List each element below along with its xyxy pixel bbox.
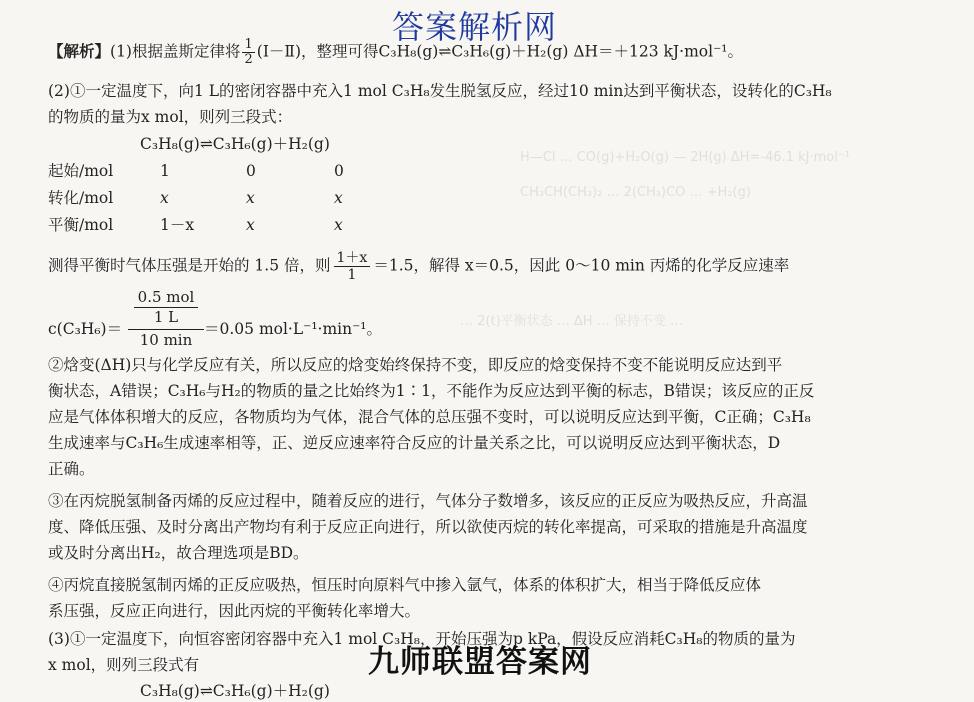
para-2b-line: 应是气体体积增大的反应，各物质均为气体，混合气体的总压强不变时，可以说明反应达到平衡，C正确；C₃H₈ <box>48 408 811 426</box>
analysis-label: 【解析】 <box>48 41 111 61</box>
background-bleed-text: H—Cl … CO(g)+H₂O(g) — 2H(g) ΔH=-46.1 kJ·mol⁻¹ <box>520 150 850 165</box>
row-label-initial: 起始/mol <box>48 162 114 180</box>
para-2d-line: 系压强，反应正向进行，因此丙烷的平衡转化率增大。 <box>48 602 421 620</box>
cell: x <box>334 216 343 234</box>
cell: x <box>160 189 169 207</box>
cell: 0 <box>246 162 256 180</box>
cell: x <box>334 189 343 207</box>
background-bleed-text: CH₃CH(CH₃)₂ … 2(CH₃)CO … +H₂(g) <box>520 185 751 200</box>
pressure-fraction <box>334 250 371 283</box>
pressure-suffix: ＝1.5，解得 x＝0.5，因此 0～10 min 丙烯的化学反应速率 <box>373 256 790 275</box>
rate-suffix: ＝0.05 mol·L⁻¹·min⁻¹。 <box>204 320 383 338</box>
rate-inner-numerator: 0.5 mol <box>137 288 195 306</box>
rate-main-bar <box>128 329 204 330</box>
fraction-half <box>242 38 254 67</box>
background-bleed-text: … 2(t)平衡状态 … ΔH … 保持不变 … <box>460 314 683 329</box>
part1-line <box>48 38 743 67</box>
fraction-denominator: 1 <box>347 267 357 283</box>
cell: x <box>246 189 255 207</box>
row-label-equilibrium: 平衡/mol <box>48 216 114 234</box>
watermark-bottom: 九师联盟答案网 <box>368 644 592 680</box>
para-2b-line: 生成速率与C₃H₆生成速率相等，正、逆反应速率符合反应的计量关系之比，可以说明反应达到平衡状态，D <box>48 434 781 452</box>
para-2b-line: ②焓变(ΔH)只与化学反应有关，所以反应的焓变始终保持不变，即反应的焓变保持不变不能说明反应达到平 <box>48 356 783 374</box>
cell: 0 <box>334 162 344 180</box>
rate-prefix: c(C₃H₆)＝ <box>48 320 123 338</box>
cell: x <box>246 216 255 234</box>
para-2b-line: 正确。 <box>48 460 95 478</box>
part3-line1: (3)①一定温度下，向恒容密闭容器中充入1 mol C₃H₈，开始压强为p kPa，假设反应消耗C₃H₈的物质的量为 <box>48 630 796 648</box>
pressure-line <box>48 250 789 283</box>
cell: 1－x <box>160 216 195 234</box>
part3-line2: x mol，则列三段式有 <box>48 656 200 674</box>
fraction-numerator: 1 <box>244 37 253 52</box>
para-2c-line: 或及时分离出H₂，故合理选项是BD。 <box>48 544 309 562</box>
rate-inner-denominator: 1 L <box>153 308 179 326</box>
watermark-top: 答案解析网 <box>392 8 558 46</box>
fraction-denominator: 2 <box>244 52 253 67</box>
part1-suffix: (Ⅰ－Ⅱ)，整理可得C₃H₈(g)⇌C₃H₆(g)＋H₂(g) ΔH＝＋123 kJ·mol⁻¹。 <box>256 42 743 61</box>
part2-line1: (2)①一定温度下，向1 L的密闭容器中充入1 mol C₃H₈发生脱氢反应，经过10 min达到平衡状态，设转化的C₃H₈ <box>48 82 832 100</box>
fraction-numerator: 1＋x <box>334 250 371 267</box>
cell: 1 <box>160 162 170 180</box>
para-2d-line: ④丙烷直接脱氢制丙烯的正反应吸热，恒压时向原料气中掺入氩气，体系的体积扩大，相当于降低反应体 <box>48 576 762 594</box>
part3-equation: C₃H₈(g)⇌C₃H₆(g)＋H₂(g) <box>140 682 330 700</box>
pressure-prefix: 测得平衡时气体压强是开始的 1.5 倍，则 <box>48 256 331 275</box>
para-2c-line: ③在丙烷脱氢制备丙烯的反应过程中，随着反应的进行，气体分子数增多，该反应的正反应为吸热反应，升高温 <box>48 492 808 510</box>
rate-denominator: 10 min <box>139 331 193 349</box>
row-label-change: 转化/mol <box>48 189 114 207</box>
para-2c-line: 度、降低压强、及时分离出产物均有利于反应正向进行，所以欲使丙烷的转化率提高，可采取的措施是升高温度 <box>48 518 808 536</box>
equilibrium-equation: C₃H₈(g)⇌C₃H₆(g)＋H₂(g) <box>140 135 330 153</box>
part1-prefix: (1)根据盖斯定律将 <box>110 42 241 61</box>
part2-line2: 的物质的量为x mol，则列三段式： <box>48 108 293 126</box>
para-2b-line: 衡状态，A错误；C₃H₆与H₂的物质的量之比始终为1∶1，不能作为反应达到平衡的标志，B错误；该反应的正反 <box>48 382 815 400</box>
